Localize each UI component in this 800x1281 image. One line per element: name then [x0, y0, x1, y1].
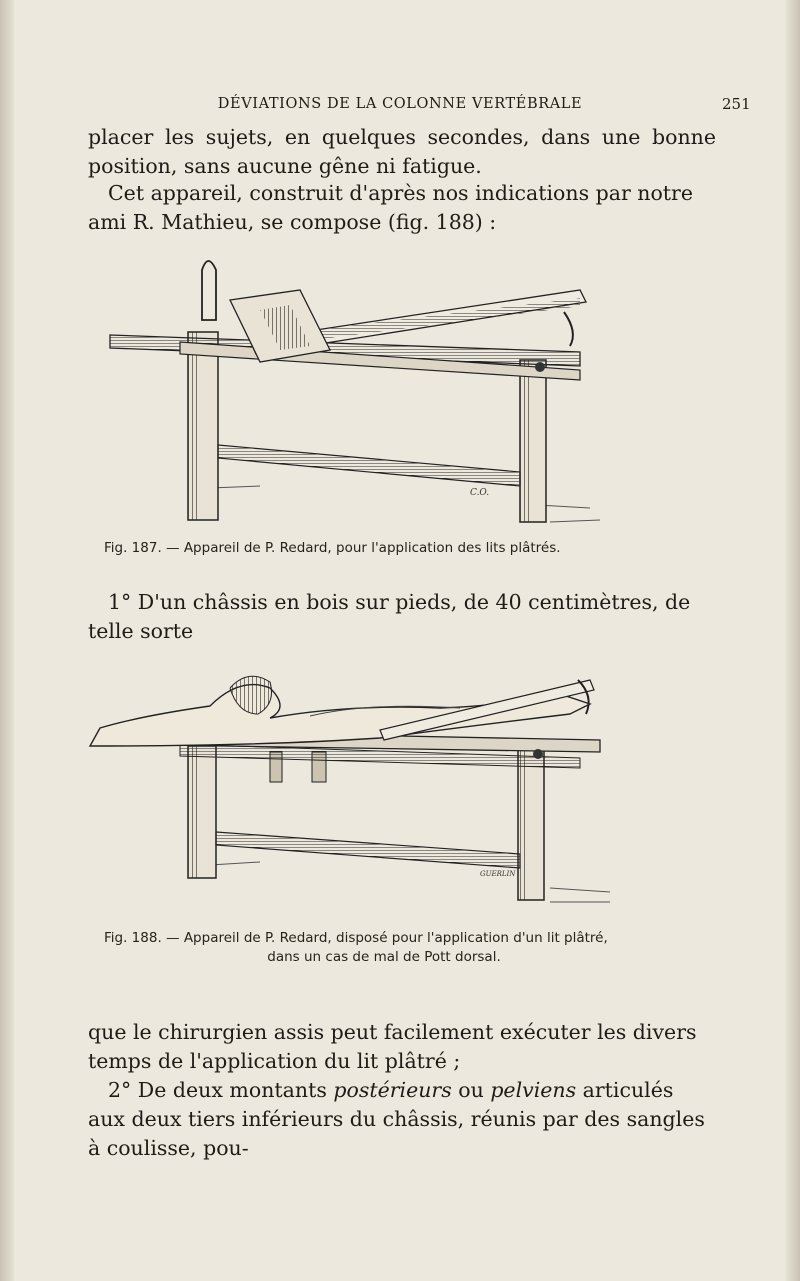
- page-edge-right: [786, 0, 800, 1281]
- paragraph-4: [88, 1018, 716, 1163]
- figure-187-caption: Fig. 187. — Appareil de P. Redard, pour l'application des lits plâtrés.: [104, 540, 561, 556]
- paragraph-5-end: articulés aux deux tiers inférieurs du châssis, réunis par des sangles à coulisse, pou-: [88, 1078, 705, 1160]
- figure-188-illustration: [80, 640, 740, 920]
- paragraph-5-emphasis-1: postérieurs: [333, 1078, 452, 1102]
- page-edge-left: [0, 0, 14, 1281]
- figure-188-caption-line-1: Fig. 188. — Appareil de P. Redard, disposé pour l'application d'un lit plâtré,: [104, 930, 608, 946]
- paragraph-3: 1° D'un châssis en bois sur pieds, de 40 centimètres, de telle sorte: [88, 590, 691, 643]
- paragraph-1: placer les sujets, en quelques secondes, dans une bonne position, sans aucune gêne ni fatigue.: [88, 125, 716, 178]
- figure-188-caption-line-2: dans un cas de mal de Pott dorsal.: [267, 949, 501, 965]
- figure-187-illustration: [80, 250, 740, 530]
- running-head: DÉVIATIONS DE LA COLONNE VERTÉBRALE: [217, 96, 583, 112]
- figure-187-signature: C.O.: [470, 488, 490, 498]
- figure-188-caption: [104, 929, 724, 967]
- paragraph-5: [88, 1076, 716, 1163]
- paragraph-5-emphasis-2: pelviens: [490, 1078, 577, 1102]
- paragraph-5-middle: ou: [451, 1078, 491, 1102]
- figure-188-signature: GUERLIN: [480, 870, 516, 878]
- paragraph-5-lead: 2° De deux montants: [108, 1078, 334, 1102]
- paragraph-2: Cet appareil, construit d'après nos indications par notre ami R. Mathieu, se compose (fig. 188) :: [88, 181, 693, 234]
- page-number: 251: [722, 95, 751, 113]
- paragraph-4-text: que le chirurgien assis peut facilement exécuter les divers temps de l'application du lit plâtré ;: [88, 1020, 697, 1073]
